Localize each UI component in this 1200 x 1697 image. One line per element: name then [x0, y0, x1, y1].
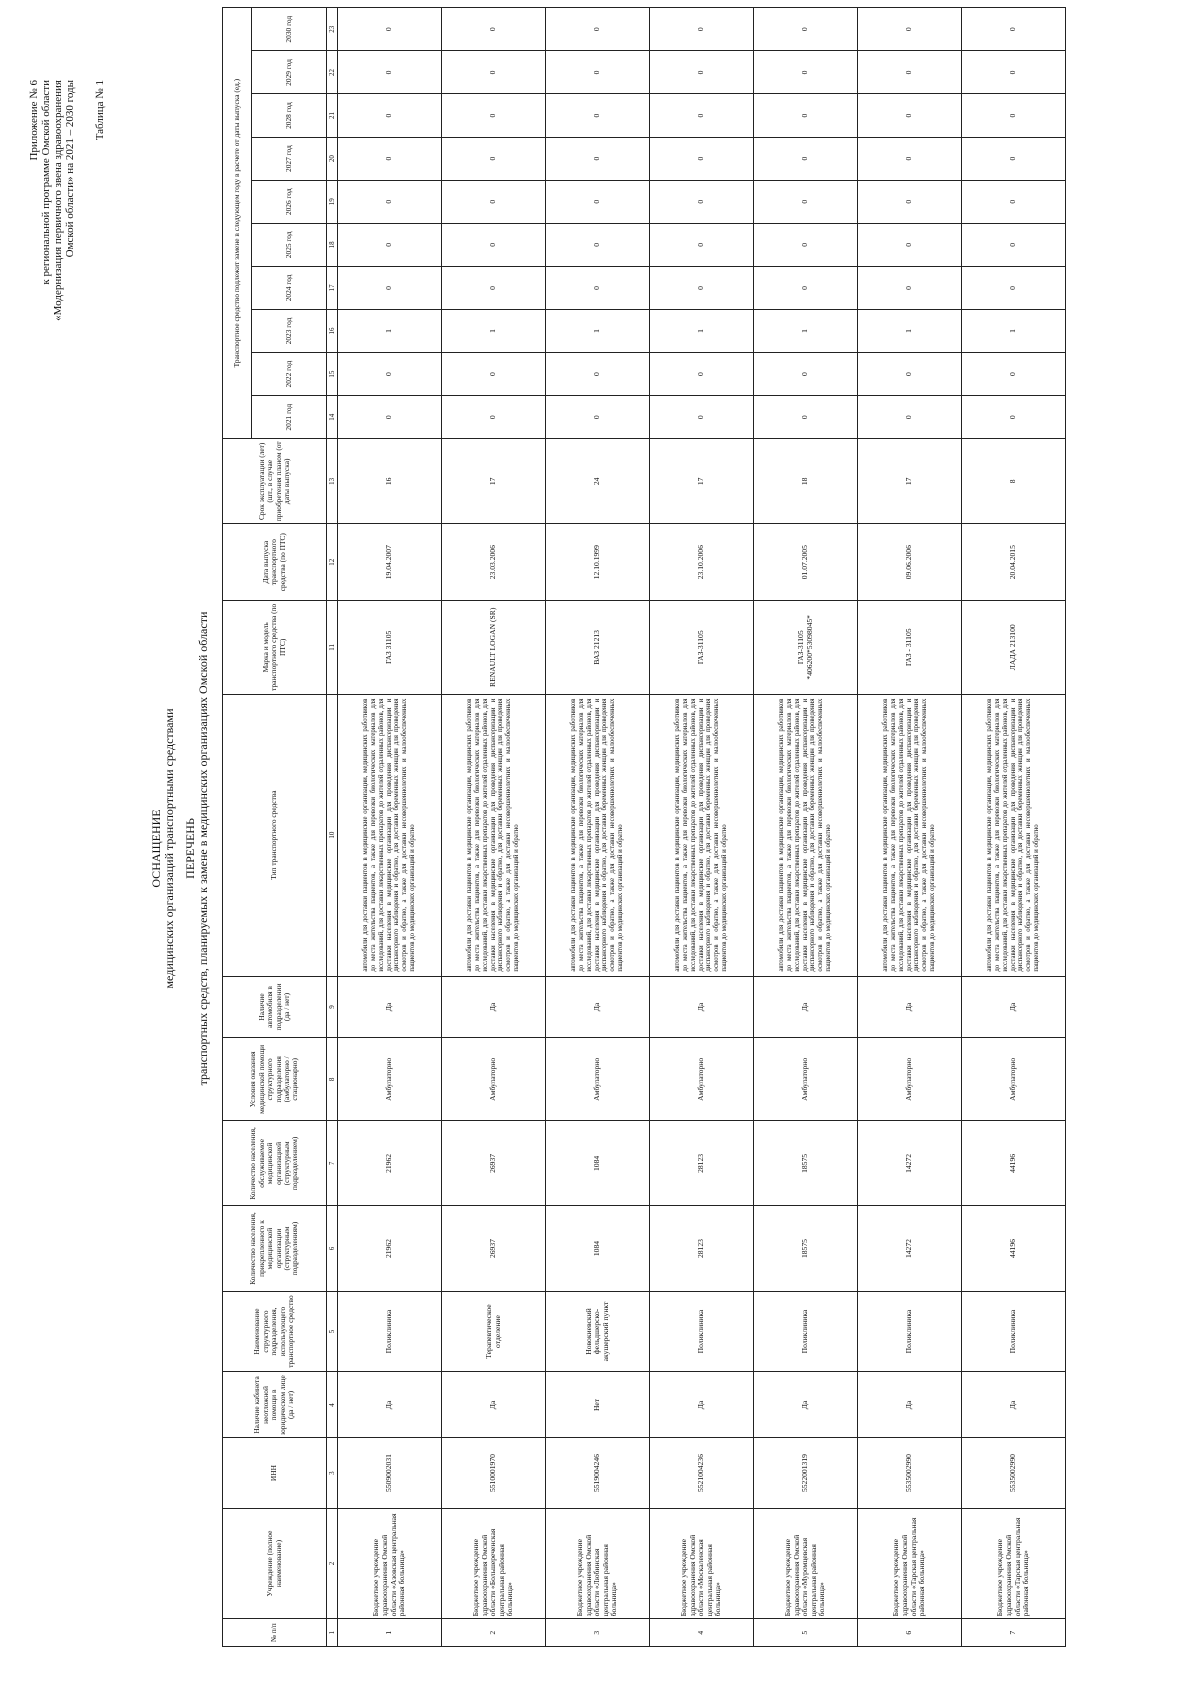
conditions-cell: Амбулаторно [442, 1038, 546, 1121]
column-number: 22 [327, 51, 338, 94]
year-replacement-cell: 0 [546, 94, 650, 137]
year-replacement-cell: 0 [962, 396, 1066, 439]
has-vehicle-cell: Да [546, 976, 650, 1038]
year-replacement-cell: 0 [858, 94, 962, 137]
year-replacement-cell: 0 [546, 266, 650, 309]
emergency-room-cell: Да [338, 1372, 442, 1438]
col-header-num: № п/п [223, 1619, 327, 1647]
population-served-cell: 14272 [858, 1121, 962, 1206]
emergency-room-cell: Нет [546, 1372, 650, 1438]
column-number: 19 [327, 180, 338, 223]
year-replacement-cell: 0 [858, 353, 962, 396]
column-number: 4 [327, 1372, 338, 1438]
vehicle-type-cell: автомобили для доставки пациентов в медицинские организации, медицинских работников до места жительства пациентов, а также для перевозки биологических материалов для исследований, для доставки лекарственных препаратов до жителей отдаленных районов, для доставки населения в медицинские организации для проведения диспансеризации и диспансерного наблюдения и обратно, для доставки беременных женщин для проведения осмотров и обратно, а также для доставки несовершеннолетних и малообеспеченных пациентов до медицинских организаций и обратно [754, 694, 858, 976]
year-replacement-cell: 0 [858, 8, 962, 51]
title-block [150, 0, 176, 1697]
column-number: 14 [327, 396, 338, 439]
column-number: 23 [327, 8, 338, 51]
table-row [962, 8, 1066, 1647]
service-life-cell: 16 [338, 439, 442, 524]
table-row [442, 8, 546, 1647]
year-replacement-cell: 0 [442, 94, 546, 137]
year-replacement-cell: 0 [338, 8, 442, 51]
col-header-brand: Марка и модель транспортного средства (по ПТС) [223, 600, 327, 694]
service-life-cell: 17 [858, 439, 962, 524]
emergency-room-cell: Да [858, 1372, 962, 1438]
year-replacement-cell: 0 [546, 51, 650, 94]
subdivision-cell: Новокиевский фельдшерско-акушерский пункт [546, 1291, 650, 1372]
col-header-issue-date: Дата выпуска транспортного средства (по ПТС) [223, 524, 327, 601]
population-served-cell: 44196 [962, 1121, 1066, 1206]
year-replacement-cell: 0 [754, 137, 858, 180]
table-row [338, 8, 442, 1647]
column-number: 12 [327, 524, 338, 601]
subtitle-block [184, 0, 210, 1697]
year-replacement-cell: 0 [442, 51, 546, 94]
service-life-cell: 17 [442, 439, 546, 524]
year-replacement-cell: 0 [962, 51, 1066, 94]
inn-cell: 5519004246 [546, 1438, 650, 1508]
year-replacement-cell: 0 [962, 266, 1066, 309]
year-replacement-cell: 0 [650, 94, 754, 137]
year-replacement-cell: 0 [754, 8, 858, 51]
column-number: 10 [327, 694, 338, 976]
year-replacement-cell: 0 [650, 8, 754, 51]
year-replacement-cell: 0 [858, 51, 962, 94]
year-replacement-cell: 0 [338, 137, 442, 180]
issue-date-cell: 23.10.2006 [650, 524, 754, 601]
col-header-vehicle-type: Тип транспортного средства [223, 694, 327, 976]
year-replacement-cell: 0 [338, 223, 442, 266]
has-vehicle-cell: Да [858, 976, 962, 1038]
subdivision-cell: Поликлиника [754, 1291, 858, 1372]
has-vehicle-cell: Да [338, 976, 442, 1038]
institution-cell: Бюджетное учреждение здравоохранения Омской области «Москаленская центральная районная больница» [650, 1508, 754, 1619]
year-replacement-cell: 0 [650, 266, 754, 309]
brand-cell: ГАЗ-31105 [650, 600, 754, 694]
institution-cell: Бюджетное учреждение здравоохранения Омской области «Азовская центральная районная больница» [338, 1508, 442, 1619]
subdivision-cell: Терапевтическое отделение [442, 1291, 546, 1372]
conditions-cell: Амбулаторно [546, 1038, 650, 1121]
col-header-inn: ИНН [223, 1438, 327, 1508]
year-replacement-cell: 0 [858, 266, 962, 309]
col-header-conditions: Условия оказания медицинской помощи структурного подразделения (амбулаторно / стационарно) [223, 1038, 327, 1121]
column-number: 5 [327, 1291, 338, 1372]
has-vehicle-cell: Да [650, 976, 754, 1038]
inn-cell: 5521004236 [650, 1438, 754, 1508]
population-attached-cell: 21962 [338, 1206, 442, 1291]
population-attached-cell: 14272 [858, 1206, 962, 1291]
conditions-cell: Амбулаторно [650, 1038, 754, 1121]
year-replacement-cell: 0 [546, 223, 650, 266]
column-number: 20 [327, 137, 338, 180]
table-row [650, 8, 754, 1647]
row-number: 7 [962, 1619, 1066, 1647]
institution-cell: Бюджетное учреждение здравоохранения Омской области «Тарская центральная районная больница» [858, 1508, 962, 1619]
population-served-cell: 1084 [546, 1121, 650, 1206]
year-replacement-cell: 0 [338, 353, 442, 396]
issue-date-cell: 23.03.2006 [442, 524, 546, 601]
column-number: 7 [327, 1121, 338, 1206]
population-served-cell: 26937 [442, 1121, 546, 1206]
year-replacement-cell: 0 [338, 180, 442, 223]
population-served-cell: 28123 [650, 1121, 754, 1206]
year-replacement-cell: 0 [442, 8, 546, 51]
year-replacement-cell: 0 [546, 137, 650, 180]
appendix-line: Приложение № 6 [28, 80, 40, 161]
row-number: 6 [858, 1619, 962, 1647]
service-life-cell: 8 [962, 439, 1066, 524]
year-replacement-cell: 0 [754, 180, 858, 223]
institution-cell: Бюджетное учреждение здравоохранения Омской области «Муромцевская центральная районная больница» [754, 1508, 858, 1619]
inn-cell: 5535002990 [858, 1438, 962, 1508]
column-number: 15 [327, 353, 338, 396]
subdivision-cell: Поликлиника [962, 1291, 1066, 1372]
year-replacement-cell: 1 [962, 309, 1066, 352]
vehicle-type-cell: автомобили для доставки пациентов в медицинские организации, медицинских работников до места жительства пациентов, а также для перевозки биологических материалов для исследований, для доставки лекарственных препаратов до жителей отдаленных районов, для доставки населения в медицинские организации для проведения диспансеризации и диспансерного наблюдения и обратно, для доставки беременных женщин для проведения осмотров и обратно, а также для доставки несовершеннолетних и малообеспеченных пациентов до медицинских организаций и обратно [338, 694, 442, 976]
year-replacement-cell: 0 [650, 353, 754, 396]
column-number: 16 [327, 309, 338, 352]
appendix-line: к региональной программе Омской области [40, 80, 52, 285]
vehicle-type-cell: автомобили для доставки пациентов в медицинские организации, медицинских работников до места жительства пациентов, а также для перевозки биологических материалов для исследований, для доставки лекарственных препаратов до жителей отдаленных районов, для доставки населения в медицинские организации для проведения диспансеризации и диспансерного наблюдения и обратно, для доставки беременных женщин для проведения осмотров и обратно, а также для доставки несовершеннолетних и малообеспеченных пациентов до медицинских организаций и обратно [962, 694, 1066, 976]
column-number: 11 [327, 600, 338, 694]
year-replacement-cell: 0 [442, 353, 546, 396]
title-line-2: медицинских организаций транспортными средствами [162, 708, 176, 989]
year-replacement-cell: 0 [754, 223, 858, 266]
subdivision-cell: Поликлиника [650, 1291, 754, 1372]
year-replacement-cell: 0 [962, 223, 1066, 266]
column-number: 17 [327, 266, 338, 309]
year-replacement-cell: 0 [650, 180, 754, 223]
row-number: 3 [546, 1619, 650, 1647]
table-row [858, 8, 962, 1647]
population-served-cell: 21962 [338, 1121, 442, 1206]
year-replacement-cell: 0 [754, 396, 858, 439]
emergency-room-cell: Да [962, 1372, 1066, 1438]
column-number: 6 [327, 1206, 338, 1291]
population-attached-cell: 1084 [546, 1206, 650, 1291]
year-replacement-cell: 0 [442, 180, 546, 223]
inn-cell: 5535002990 [962, 1438, 1066, 1508]
population-attached-cell: 18575 [754, 1206, 858, 1291]
conditions-cell: Амбулаторно [754, 1038, 858, 1121]
issue-date-cell: 09.06.2006 [858, 524, 962, 601]
col-header-year: 2026 год [252, 180, 327, 223]
col-header-population-attached: Количество населения, прикрепленного к медицинской организации (структурным подразделениям) [223, 1206, 327, 1291]
institution-cell: Бюджетное учреждение здравоохранения Омской области «Большереченская центральная районная больница» [442, 1508, 546, 1619]
col-header-institution: Учреждение (полное наименование) [223, 1508, 327, 1619]
column-number: 9 [327, 976, 338, 1038]
vehicle-type-cell: автомобили для доставки пациентов в медицинские организации, медицинских работников до места жительства пациентов, а также для перевозки биологических материалов для исследований, для доставки лекарственных препаратов до жителей отдаленных районов, для доставки населения в медицинские организации для проведения диспансеризации и диспансерного наблюдения и обратно, для доставки беременных женщин для проведения осмотров и обратно, а также для доставки несовершеннолетних и малообеспеченных пациентов до медицинских организаций и обратно [546, 694, 650, 976]
brand-cell: ГАЗ - 31105 [858, 600, 962, 694]
year-replacement-cell: 0 [442, 223, 546, 266]
column-number: 3 [327, 1438, 338, 1508]
vehicle-type-cell: автомобили для доставки пациентов в медицинские организации, медицинских работников до места жительства пациентов, а также для перевозки биологических материалов для исследований, для доставки лекарственных препаратов до жителей отдаленных районов, для доставки населения в медицинские организации для проведения диспансеризации и диспансерного наблюдения и обратно, для доставки беременных женщин для проведения осмотров и обратно, а также для доставки несовершеннолетних и малообеспеченных пациентов до медицинских организаций и обратно [650, 694, 754, 976]
year-replacement-cell: 0 [338, 94, 442, 137]
year-replacement-cell: 0 [754, 266, 858, 309]
year-replacement-cell: 1 [338, 309, 442, 352]
inn-cell: 5522001319 [754, 1438, 858, 1508]
conditions-cell: Амбулаторно [858, 1038, 962, 1121]
year-replacement-cell: 1 [546, 309, 650, 352]
emergency-room-cell: Да [442, 1372, 546, 1438]
service-life-cell: 24 [546, 439, 650, 524]
service-life-cell: 17 [650, 439, 754, 524]
year-replacement-cell: 0 [442, 396, 546, 439]
brand-cell: ГАЗ-31105 *406200*53098045* [754, 600, 858, 694]
issue-date-cell: 20.04.2015 [962, 524, 1066, 601]
col-header-year: 2024 год [252, 266, 327, 309]
year-replacement-cell: 0 [858, 137, 962, 180]
conditions-cell: Амбулаторно [338, 1038, 442, 1121]
brand-cell: ГАЗ 31105 [338, 600, 442, 694]
year-replacement-cell: 0 [442, 137, 546, 180]
inn-cell: 5509002031 [338, 1438, 442, 1508]
table-row [754, 8, 858, 1647]
vehicle-type-cell: автомобили для доставки пациентов в медицинские организации, медицинских работников до места жительства пациентов, а также для перевозки биологических материалов для исследований, для доставки лекарственных препаратов до жителей отдаленных районов, для доставки населения в медицинские организации для проведения диспансеризации и диспансерного наблюдения и обратно, для доставки беременных женщин для проведения осмотров и обратно, а также для доставки несовершеннолетних и малообеспеченных пациентов до медицинских организаций и обратно [858, 694, 962, 976]
brand-cell: ЛАДА 213100 [962, 600, 1066, 694]
year-replacement-cell: 0 [650, 137, 754, 180]
emergency-room-cell: Да [650, 1372, 754, 1438]
col-header-service-life: Срок эксплуатации (лет) (шт., в случае приобретения планом (от даты выпуска) [223, 439, 327, 524]
column-number: 21 [327, 94, 338, 137]
year-replacement-cell: 1 [858, 309, 962, 352]
year-replacement-cell: 1 [754, 309, 858, 352]
col-header-year: 2028 год [252, 94, 327, 137]
population-attached-cell: 28123 [650, 1206, 754, 1291]
year-replacement-cell: 0 [754, 51, 858, 94]
table-label: Таблица № 1 [94, 80, 106, 141]
year-replacement-cell: 0 [962, 94, 1066, 137]
col-header-population-served: Количество населения, обслуживаемое медицинской организацией (структурным подразделением) [223, 1121, 327, 1206]
subdivision-cell: Поликлиника [858, 1291, 962, 1372]
year-replacement-cell: 0 [338, 51, 442, 94]
year-replacement-cell: 0 [650, 51, 754, 94]
year-replacement-cell: 0 [650, 396, 754, 439]
col-header-emergency-room: Наличие кабинета неотложной помощи в юридическом лице (да / нет) [223, 1372, 327, 1438]
vehicles-table [222, 7, 1066, 1647]
column-number: 13 [327, 439, 338, 524]
column-number: 18 [327, 223, 338, 266]
issue-date-cell: 12.10.1999 [546, 524, 650, 601]
population-served-cell: 18575 [754, 1121, 858, 1206]
row-number: 5 [754, 1619, 858, 1647]
row-number: 4 [650, 1619, 754, 1647]
appendix-header [28, 80, 106, 600]
col-header-year: 2025 год [252, 223, 327, 266]
year-replacement-cell: 0 [858, 223, 962, 266]
col-header-subdivision: Наименование структурного подразделения, использующего транспортное средство [223, 1291, 327, 1372]
year-replacement-cell: 0 [546, 180, 650, 223]
table-row [546, 8, 650, 1647]
col-header-year: 2021 год [252, 396, 327, 439]
year-replacement-cell: 0 [858, 396, 962, 439]
vehicle-type-cell: автомобили для доставки пациентов в медицинские организации, медицинских работников до места жительства пациентов, а также для перевозки биологических материалов для исследований, для доставки лекарственных препаратов до жителей отдаленных районов, для доставки населения в медицинские организации для проведения диспансеризации и диспансерного наблюдения и обратно, для доставки беременных женщин для проведения осмотров и обратно, а также для доставки несовершеннолетних и малообеспеченных пациентов до медицинских организаций и обратно [442, 694, 546, 976]
issue-date-cell: 19.04.2007 [338, 524, 442, 601]
year-replacement-cell: 1 [650, 309, 754, 352]
brand-cell: ВАЗ 21213 [546, 600, 650, 694]
institution-cell: Бюджетное учреждение здравоохранения Омской области «Тарская центральная районная больница» [962, 1508, 1066, 1619]
column-number: 2 [327, 1508, 338, 1619]
year-replacement-cell: 0 [338, 266, 442, 309]
year-replacement-cell: 0 [962, 8, 1066, 51]
table-body [338, 8, 1066, 1647]
year-replacement-cell: 0 [962, 180, 1066, 223]
year-replacement-cell: 0 [546, 353, 650, 396]
year-replacement-cell: 0 [546, 396, 650, 439]
column-numbers-row [327, 8, 338, 1647]
appendix-line: «Модернизация первичного звена здравоохранения [52, 80, 64, 321]
year-replacement-cell: 0 [650, 223, 754, 266]
institution-cell: Бюджетное учреждение здравоохранения Омской области «Любинская центральная районная больница» [546, 1508, 650, 1619]
year-replacement-cell: 1 [442, 309, 546, 352]
issue-date-cell: 01.07.2005 [754, 524, 858, 601]
inn-cell: 5510001970 [442, 1438, 546, 1508]
year-replacement-cell: 0 [442, 266, 546, 309]
has-vehicle-cell: Да [754, 976, 858, 1038]
has-vehicle-cell: Да [962, 976, 1066, 1038]
has-vehicle-cell: Да [442, 976, 546, 1038]
year-replacement-cell: 0 [962, 353, 1066, 396]
emergency-room-cell: Да [754, 1372, 858, 1438]
col-header-year: 2023 год [252, 309, 327, 352]
title-line-4: транспортных средств, планируемых к замене в медицинских организациях Омской области [196, 611, 210, 1086]
year-replacement-cell: 0 [962, 137, 1066, 180]
population-attached-cell: 26937 [442, 1206, 546, 1291]
column-number: 8 [327, 1038, 338, 1121]
col-header-year: 2030 год [252, 8, 327, 51]
appendix-line: Омской области» на 2021 – 2030 годы [64, 80, 76, 258]
col-header-replacement-years: Транспортное средство подлежит замене в следующем году в расчете от даты выпуска (ед.) [223, 8, 252, 439]
title-line-3: ПЕРЕЧЕНЬ [183, 818, 197, 879]
col-header-year: 2029 год [252, 51, 327, 94]
year-replacement-cell: 0 [754, 94, 858, 137]
column-number: 1 [327, 1619, 338, 1647]
row-number: 1 [338, 1619, 442, 1647]
conditions-cell: Амбулаторно [962, 1038, 1066, 1121]
year-replacement-cell: 0 [754, 353, 858, 396]
subdivision-cell: Поликлиника [338, 1291, 442, 1372]
year-replacement-cell: 0 [546, 8, 650, 51]
year-replacement-cell: 0 [338, 396, 442, 439]
brand-cell: RENAULT LOGAN (SR) [442, 600, 546, 694]
col-header-year: 2027 год [252, 137, 327, 180]
year-replacement-cell: 0 [858, 180, 962, 223]
row-number: 2 [442, 1619, 546, 1647]
title-line-1: ОСНАЩЕНИЕ [149, 809, 163, 888]
col-header-has-vehicle: Наличие автомобиля в подразделении (да / нет) [223, 976, 327, 1038]
col-header-year: 2022 год [252, 353, 327, 396]
population-attached-cell: 44196 [962, 1206, 1066, 1291]
service-life-cell: 18 [754, 439, 858, 524]
